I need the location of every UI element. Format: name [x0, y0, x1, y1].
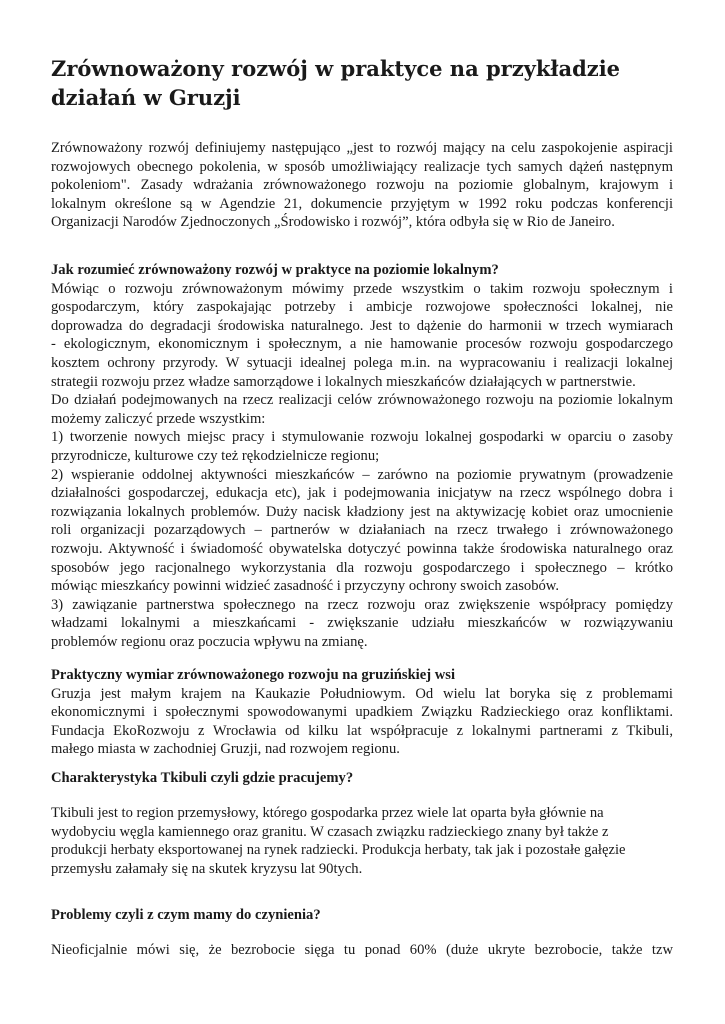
text-line: pokoleniom". Zasady wdrażania zrównoważonego rozwoju na poziomie globalnym, krajowym i [51, 177, 673, 194]
section-heading: Problemy czyli z czym mamy do czynienia? [51, 907, 321, 923]
text-line: wydobyciu węgla kamiennego oraz granitu. W czasach związku radzieckiego znany był także z [51, 823, 609, 840]
text-line: 2) wspieranie oddolnej aktywności mieszkańców – zarówno na poziomie prywatnym (prowadzenie [51, 466, 673, 483]
text-line: Fundacja EkoRozwoju z Wrocławia od kilku lat współpracuje z lokalnymi partnerami z Tkibuli, [51, 722, 673, 739]
text-line: Nieoficjalnie mówi się, że bezrobocie sięga tu ponad 60% (duże ukryte bezrobocie, także tzw [51, 942, 673, 958]
text-line: produkcji herbaty eksportowanej na rynek radziecki. Produkcja herbaty, tak jak i pozostałe gałęzie [51, 842, 626, 859]
intro-paragraph [51, 139, 673, 232]
text-line: przyrodnicze, kulturowe czy też rękodzielnicze regionu; [51, 447, 380, 464]
section-heading: Praktyczny wymiar zrównoważonego rozwoju na gruzińskiej wsi [51, 667, 455, 683]
text-line: strategii rozwoju przez władze samorządowe i lokalnych mieszkańców działających w partnerstwie. [51, 373, 636, 390]
text-line: Gruzja jest małym krajem na Kaukazie Południowym. Od wielu lat boryka się z problemami [51, 685, 673, 702]
section-body [51, 685, 673, 759]
section-tkibuli-body [51, 804, 673, 878]
text-line: lokalnym określone są w Agendzie 21, dokumencie przyjętym w 1992 roku podczas konferencji [51, 195, 673, 212]
text-line: rozwojowych obecnego pokolenia, w sposób umożliwiający realizacje tych samych dążeń następnym [51, 158, 673, 175]
section-problems-body [51, 941, 673, 960]
section-local-level [51, 261, 673, 651]
section-heading: Jak rozumieć zrównoważony rozwój w praktyce na poziomie lokalnym? [51, 262, 499, 278]
text-line: Organizacji Narodów Zjednoczonych „Środowisko i rozwój”, która odbyła się w Rio de Janeiro. [51, 214, 615, 231]
text-line: sposobów jego racjonalnego wykorzystania dla rozwoju gospodarczego i społecznego – krótko [51, 559, 673, 576]
text-line: Mówiąc o rozwoju zrównoważonym mówimy przede wszystkim o takim rozwoju społecznym i [51, 280, 673, 297]
text-line: problemów regionu oraz poczucia wpływu na zmianę. [51, 633, 368, 650]
page-title: Zrównoważony rozwój w praktyce na przykładzie działań w Gruzji [51, 56, 621, 110]
section-georgian-village [51, 666, 673, 759]
text-line: Do działań podejmowanych na rzecz realizacji celów zrównoważonego rozwoju na poziomie lokalnym [51, 392, 673, 409]
text-line: doprowadza do degradacji środowiska naturalnego. Jest to dążenie do harmonii w trzech wymiarach [51, 317, 673, 334]
section-heading: Charakterystyka Tkibuli czyli gdzie pracujemy? [51, 770, 354, 786]
text-line: możemy zaliczyć przede wszystkim: [51, 410, 266, 427]
text-line: ekonomicznymi i społecznymi spowodowanymi upadkiem Związku Radzieckiego oraz konfliktami. [51, 704, 673, 721]
text-line: 1) tworzenie nowych miejsc pracy i stymulowanie rozwoju lokalnej gospodarki w oparciu o zasoby [51, 429, 673, 446]
text-line: Zrównoważony rozwój definiujemy następująco „jest to rozwój mający na celu zaspokojenie aspiracji [51, 140, 673, 156]
text-line: władzami lokalnymi a mieszkańcami - zwiększanie udziału mieszkańców w rozwiązywaniu [51, 615, 673, 632]
text-line: małego miasta w zachodniej Gruzji, nad rozwojem regionu. [51, 741, 400, 758]
text-line: 3) zawiązanie partnerstwa społecznego na rzecz rozwoju oraz zwiększenie współpracy pomiędzy [51, 596, 673, 613]
text-line: Tkibuli jest to region przemysłowy, którego gospodarka przez wiele lat oparta była głównie na [51, 805, 604, 821]
text-line: rozwiązania lokalnych problemów. Duży nacisk kładziony jest na aktywizację kobiet oraz umocnienie [51, 503, 673, 520]
text-line: - ekologicznym, ekonomicznym i społecznym, a nie hamowanie procesów rozwoju gospodarczego [51, 336, 673, 353]
text-line: działalności gospodarczej, edukacja etc), jak i podejmowania inicjatyw na rzecz wspólnego dobra i [51, 485, 673, 502]
text-line: mówiąc mieszkańcy powinni widzieć zasadność i przyczyny ochrony swoich zasobów. [51, 578, 560, 595]
section-body [51, 280, 673, 652]
text-line: rozwoju. Aktywność i świadomość obywatelska dotyczyć powinna także środowiska naturalnego oraz [51, 540, 673, 557]
text-line: roli organizacji pozarządowych – partnerów w działaniach na rzecz trwałego i zrównoważonego [51, 522, 673, 539]
text-line: kosztem ochrony przyrody. W sytuacji idealnej polega m.in. na wypracowaniu i realizacji lokalnej [51, 354, 673, 371]
text-line: przemysłu załamały się na skutek kryzysu lat 90tych. [51, 860, 363, 877]
text-line: gospodarczym, który zaspokajając potrzeby i ambicje rozwojowe społeczności lokalnej, nie [51, 299, 673, 316]
